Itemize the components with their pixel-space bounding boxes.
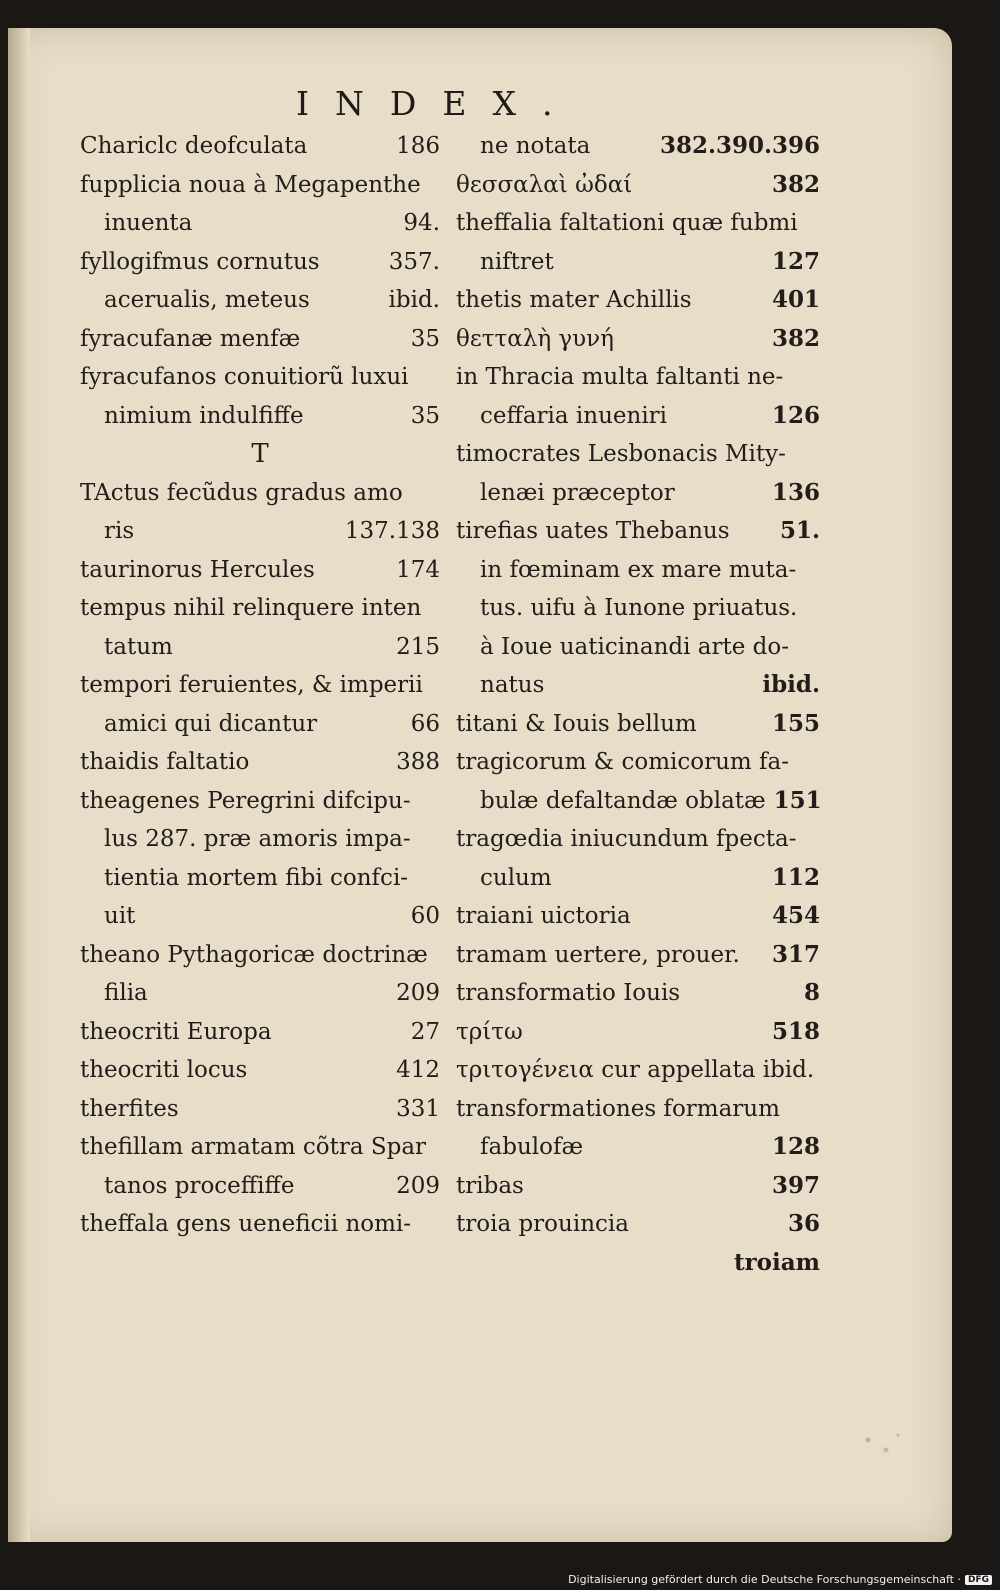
entry-page-number: 401: [771, 286, 820, 313]
index-entry: [80, 1013, 440, 1052]
index-entry: [456, 204, 820, 243]
entry-term: θεσσαλαὶ ὠδαί: [456, 171, 633, 198]
entry-term: tribas: [456, 1172, 524, 1199]
entry-term: fyracufanæ menfæ: [80, 325, 301, 352]
entry-term: acerualis, meteus: [104, 287, 310, 313]
index-entry: [456, 859, 820, 898]
entry-term: tatum: [104, 633, 173, 660]
entry-term: in fœminam ex mare muta-: [480, 556, 797, 583]
index-entry: [80, 281, 440, 320]
index-entry: [80, 1167, 440, 1206]
index-entry: [456, 936, 820, 975]
entry-term: fupplicia noua à Megapenthe: [80, 171, 421, 198]
entry-term: thefillam armatam cõtra Spar: [80, 1134, 427, 1160]
index-entry: [80, 743, 440, 782]
page-header: INDEX.: [296, 84, 579, 123]
entry-term: theocriti locus: [80, 1057, 248, 1083]
index-entry: [80, 820, 440, 859]
index-entry: [456, 705, 820, 744]
entry-page-number: 136: [771, 478, 820, 506]
index-entry: [456, 1090, 820, 1129]
entry-term: filia: [104, 980, 148, 1006]
entry-term: in Thracia multa faltanti ne-: [456, 364, 784, 390]
index-entry: [80, 1128, 440, 1167]
entry-term: tramam uertere, prouer.: [456, 941, 740, 968]
entry-page-number: 36: [787, 1210, 820, 1237]
entry-term: thaidis faltatio: [80, 749, 250, 775]
index-entry: [456, 243, 820, 282]
index-entry: [80, 397, 440, 436]
entry-term: theffalia faltationi quæ fubmi: [456, 210, 798, 236]
entry-term: τρίτω: [456, 1018, 523, 1045]
entry-page-number: 317: [771, 940, 820, 968]
entry-term: theffala gens ueneficii nomi-: [80, 1211, 412, 1237]
entry-page-number: 60: [410, 903, 440, 929]
entry-term: timocrates Lesbonacis Mity-: [456, 441, 786, 467]
index-entry: [80, 859, 440, 898]
index-entry: [80, 320, 440, 359]
entry-term: lenæi præceptor: [480, 479, 675, 506]
entry-term: tientia mortem fibi confci-: [104, 864, 409, 891]
entry-page-number: 518: [771, 1017, 820, 1045]
entry-page-number: ibid.: [762, 671, 820, 698]
index-entry: [80, 243, 440, 282]
entry-page-number: 209: [396, 980, 440, 1006]
index-entry: [80, 974, 440, 1013]
entry-term: tragicorum & comicorum fa-: [456, 749, 790, 775]
entry-term: titani & Iouis bellum: [456, 710, 697, 737]
index-entry: [456, 628, 820, 667]
entry-page-number: 186: [396, 133, 440, 159]
index-entry: [456, 435, 820, 474]
entry-term: theocriti Europa: [80, 1018, 272, 1045]
index-entry: [456, 281, 820, 320]
dfg-logo: DFG: [965, 1575, 992, 1585]
entry-term: fyllogifmus cornutus: [80, 248, 320, 275]
index-entry: [456, 1244, 820, 1283]
index-entry: [456, 127, 820, 166]
index-entry: [456, 974, 820, 1013]
entry-term: ceffaria inueniri: [480, 402, 668, 429]
index-entry: [456, 358, 820, 397]
entry-term: taurinorus Hercules: [80, 556, 315, 583]
entry-term: Chariclc deofculata: [80, 133, 308, 159]
index-entry: [80, 512, 440, 551]
index-entry: [80, 936, 440, 975]
entry-term: traiani uictoria: [456, 903, 631, 929]
index-entry: [80, 628, 440, 667]
entry-page-number: 51.: [779, 517, 820, 544]
index-entry: [456, 782, 820, 821]
index-entry: [80, 589, 440, 628]
entry-page-number: 357.: [388, 248, 440, 275]
entry-page-number: 397: [771, 1171, 820, 1199]
entry-term: nimium indulfiffe: [104, 402, 304, 429]
entry-page-number: 128: [771, 1133, 820, 1160]
entry-term: tanos proceffiffe: [104, 1172, 295, 1199]
entry-page-number: 155: [771, 709, 820, 737]
entry-term: fyracufanos conuitiorũ luxui: [80, 364, 409, 390]
entry-term: bulæ defaltandæ oblatæ: [480, 787, 766, 814]
entry-term: fabulofæ: [480, 1134, 584, 1160]
entry-page-number: 454: [771, 902, 820, 929]
entry-page-number: ibid.: [388, 287, 440, 313]
entry-term: theagenes Peregrini difcipu-: [80, 787, 411, 814]
index-entry: [456, 397, 820, 436]
entry-page-number: 382: [771, 170, 820, 198]
digitization-footer: [568, 1573, 992, 1586]
paper-stain: [850, 1420, 910, 1470]
entry-page-number: 209: [396, 1172, 440, 1199]
index-entry: [80, 166, 440, 205]
index-entry: [80, 474, 440, 513]
index-entry: [80, 1090, 440, 1129]
index-entry: [456, 320, 820, 359]
index-entry: [456, 1128, 820, 1167]
entry-page-number: 151: [773, 786, 822, 814]
entry-term: tirefias uates Thebanus: [456, 518, 730, 544]
entry-term: culum: [480, 864, 552, 891]
index-entry: [80, 127, 440, 166]
index-column-right: [456, 127, 820, 1282]
index-entry: [80, 897, 440, 936]
entry-term: ne notata: [480, 133, 591, 159]
entry-term: transformationes formarum: [456, 1095, 780, 1122]
entry-term: transformatio Iouis: [456, 980, 681, 1006]
index-column-left: [80, 127, 440, 1244]
entry-term: thetis mater Achillis: [456, 287, 692, 313]
index-entry: [456, 589, 820, 628]
index-entry: [456, 820, 820, 859]
entry-page-number: 35: [410, 325, 440, 352]
entry-term: natus: [480, 672, 545, 698]
entry-page-number: 215: [396, 633, 440, 660]
entry-page-number: 388: [396, 749, 440, 775]
footer-text: Digitalisierung gefördert durch die Deutsche Forschungsgemeinschaft ·: [568, 1573, 961, 1586]
entry-term: theano Pythagoricæ doctrinæ: [80, 941, 428, 968]
index-entry: [456, 1167, 820, 1206]
entry-term: θετταλὴ γυνή: [456, 325, 614, 352]
index-entry: [80, 204, 440, 243]
index-entry: [456, 551, 820, 590]
index-entry: [456, 512, 820, 551]
index-entry: [80, 666, 440, 705]
index-entry: [456, 1205, 820, 1244]
entry-page-number: 126: [771, 401, 820, 429]
entry-term: tempus nihil relinquere inten: [80, 595, 422, 621]
entry-term: tus. uifu à Iunone priuatus.: [480, 595, 798, 621]
entry-term: niftret: [480, 248, 554, 275]
index-entry: [456, 474, 820, 513]
page-spine: [8, 28, 30, 1542]
entry-term: uit: [104, 903, 136, 929]
entry-term: ris: [104, 518, 135, 544]
entry-term: τριτογένεια cur appellata ibid.: [456, 1057, 815, 1083]
index-entry: [80, 1205, 440, 1244]
entry-page-number: 8: [803, 979, 820, 1006]
entry-page-number: 137.138: [344, 518, 440, 544]
entry-page-number: 27: [410, 1018, 440, 1045]
entry-page-number: 127: [771, 247, 820, 275]
index-entry: [80, 705, 440, 744]
entry-term: inuenta: [104, 210, 193, 236]
index-entry: [80, 1051, 440, 1090]
index-entry: [80, 435, 440, 474]
index-entry: [456, 666, 820, 705]
index-entry: [456, 1051, 820, 1090]
entry-page-number: 35: [410, 402, 440, 429]
section-letter: T: [251, 439, 269, 469]
index-entry: [456, 1013, 820, 1052]
entry-term: lus 287. præ amoris impa-: [104, 826, 411, 852]
index-entry: [456, 743, 820, 782]
entry-page-number: 382.390.396: [659, 132, 820, 159]
entry-page-number: 112: [771, 863, 820, 891]
entry-page-number: 331: [396, 1095, 440, 1122]
entry-term: therfites: [80, 1095, 179, 1122]
entry-term: tragœdia iniucundum fpecta-: [456, 826, 797, 852]
entry-term: troia prouincia: [456, 1211, 629, 1237]
index-entry: [80, 551, 440, 590]
catchword: troiam: [733, 1248, 820, 1276]
entry-page-number: 94.: [403, 210, 440, 236]
index-entry: [456, 166, 820, 205]
index-entry: [80, 358, 440, 397]
entry-term: amici qui dicantur: [104, 710, 318, 737]
index-entry: [456, 897, 820, 936]
entry-term: à Ioue uaticinandi arte do-: [480, 633, 789, 660]
entry-page-number: 66: [410, 710, 440, 737]
entry-term: TActus fecũdus gradus amo: [80, 479, 403, 506]
entry-page-number: 174: [396, 556, 440, 583]
index-entry: [80, 782, 440, 821]
entry-page-number: 382: [771, 324, 820, 352]
entry-term: tempori feruientes, & imperii: [80, 672, 423, 698]
entry-page-number: 412: [396, 1057, 440, 1083]
